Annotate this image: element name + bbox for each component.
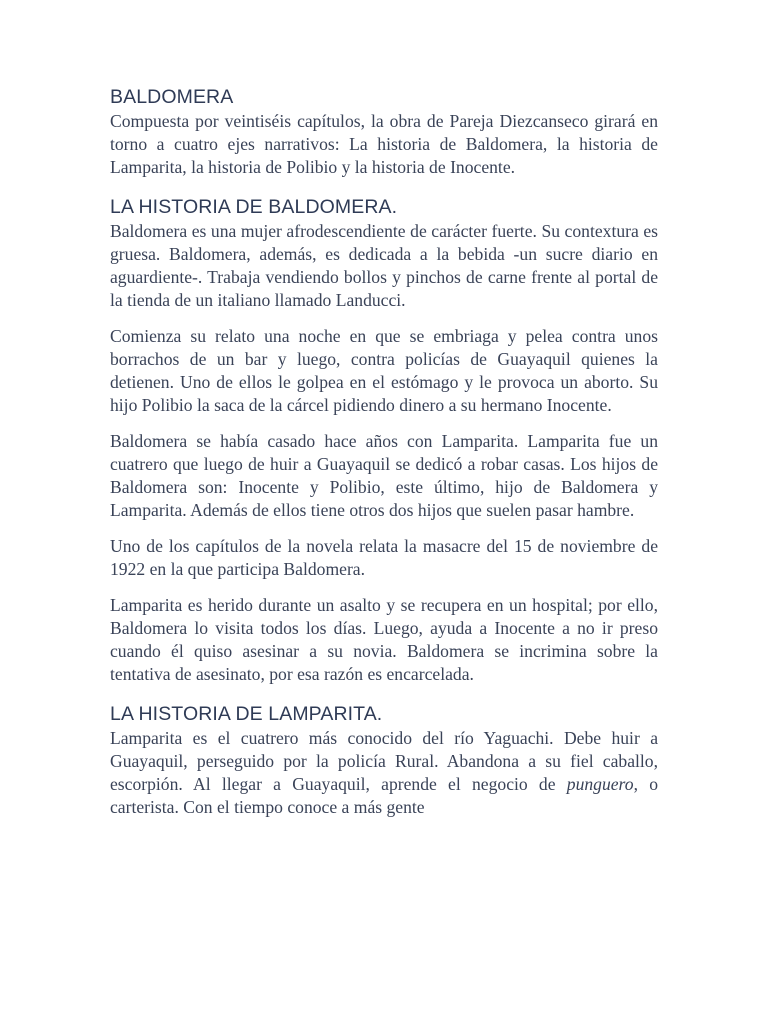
- spacer: [110, 581, 658, 594]
- section1-paragraph-2: Comienza su relato una noche en que se embriaga y pelea contra unos borrachos de un bar y luego, contra policías de Guayaquil quienes la detienen. Uno de ellos le golpea en el estómago y le provoca un aborto. Su hijo Polibio la saca de la cárcel pidiendo dinero a su hermano Inocente.: [110, 326, 658, 415]
- section1-paragraph-1: Baldomera es una mujer afrodescendiente de carácter fuerte. Su contextura es gruesa. Baldomera, además, es dedicada a la bebida -un sucre diario en aguardiente-. Trabaja vendiendo bollos y pinchos de carne frente al portal de la tienda de un italiano llamado Landucci.: [110, 221, 658, 310]
- document-title: BALDOMERA: [110, 86, 234, 108]
- section2-paragraph-1: [110, 727, 658, 819]
- spacer: [110, 522, 658, 535]
- section-heading-baldomera: LA HISTORIA DE BALDOMERA.: [110, 196, 398, 218]
- section1-paragraph-4: Uno de los capítulos de la novela relata la masacre del 15 de noviembre de 1922 en la que participa Baldomera.: [110, 536, 658, 579]
- spacer: [110, 417, 658, 430]
- section2-text-before: Lamparita es el cuatrero más conocido del río Yaguachi. Debe huir a Guayaquil, perseguido por la policía Rural. Abandona a su fiel caballo, escorpión. Al llegar a Guayaquil, aprende el negocio de: [110, 728, 658, 794]
- section1-paragraph-3: Baldomera se había casado hace años con Lamparita. Lamparita fue un cuatrero que luego de huir a Guayaquil se dedicó a robar casas. Los hijos de Baldomera son: Inocente y Polibio, este último, hijo de Baldomera y Lamparita. Además de ellos tiene otros dos hijos que suelen pasar hambre.: [110, 431, 658, 520]
- section1-paragraph-5: Lamparita es herido durante un asalto y se recupera en un hospital; por ello, Baldomera lo visita todos los días. Luego, ayuda a Inocente a no ir preso cuando él quiso asesinar a su novia. Baldomera se incrimina sobre la tentativa de asesinato, por esa razón es encarcelada.: [110, 595, 658, 684]
- section-heading-lamparita: LA HISTORIA DE LAMPARITA.: [110, 703, 383, 725]
- spacer: [110, 312, 658, 325]
- spacer: [110, 179, 658, 194]
- spacer: [110, 686, 658, 701]
- italic-term: punguero: [566, 774, 634, 794]
- section2-text-after: , o carterista. Con el tiempo conoce a más gente: [110, 774, 658, 817]
- intro-paragraph: Compuesta por veintiséis capítulos, la obra de Pareja Diezcanseco girará en torno a cuatro ejes narrativos: La historia de Baldomera, la historia de Lamparita, la historia de Polibio y la historia de Inocente.: [110, 111, 658, 177]
- document-page: [110, 84, 658, 819]
